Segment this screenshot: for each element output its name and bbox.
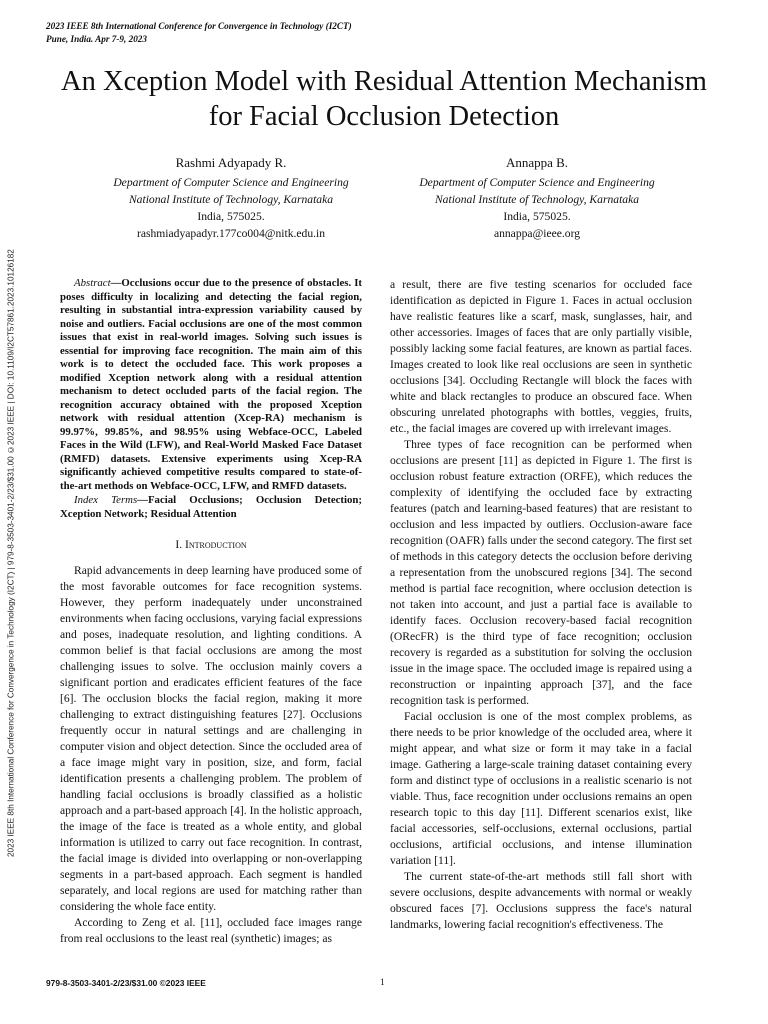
paper-title: An Xception Model with Residual Attention Mechanism for Facial Occlusion Detection bbox=[61, 66, 707, 132]
abstract bbox=[60, 277, 362, 493]
conference-header bbox=[46, 20, 352, 46]
paragraph: Three types of face recognition can be performed when occlusions are present [11] as depicted in Figure 1. The first is occlusion robust feature extraction (ORFE), which reduces the complexity of identifying the occluded face by extracting features (patch and learning-based features) that are resistant to occlusion and less impacted by outliers. Occlusion-aware face recognition (OAFR) falls under the second category. The first set of methods in this category detects the occlusion before deriving a representation from the unobscured regions [34]. The second method is partial face recognition, where occlusion detection is not taken into account, and just a partial face is available to identify faces. Occlusion recovery-based facial recognition (ORecFR) is the third type of face recognition; occlusion recovery is regarded as a substitution for solving the occlusion issue in the image space. The occluded image is repaired using a reconstruction or inpainting approach [37], and the face recognition task is performed. bbox=[390, 438, 692, 707]
abstract-label: Abstract bbox=[74, 277, 111, 289]
conference-location: Pune, India. Apr 7-9, 2023 bbox=[46, 34, 147, 44]
footer-isbn: 979-8-3503-3401-2/23/$31.00 ©2023 IEEE bbox=[46, 978, 206, 988]
section-heading-introduction: I. Introduction bbox=[175, 538, 247, 551]
author-location: India, 575025. bbox=[503, 210, 571, 223]
author-block-2 bbox=[372, 154, 702, 242]
paragraph: Facial occlusion is one of the most complex problems, as there needs to be prior knowledge of the occluded area, where it might appear, and what size or form it may take in a facial image. Gathering a large-scale training dataset containing every form and distinct type of occlusions in a realistic scenario is not viable. Thus, face recognition under occlusions remains an open research topic to this day [11]. Different scenarios exist, like facial accessories, self-occlusions, external occlusions, partial occlusions, artificial occlusions, and intense illumination variation [11]. bbox=[390, 710, 692, 867]
author-email: annappa@ieee.org bbox=[493, 227, 581, 240]
author-department: Department of Computer Science and Engineering bbox=[113, 176, 349, 189]
author-name: Annappa B. bbox=[505, 155, 569, 170]
author-email: rashmiadyapadyr.177co004@nitk.edu.in bbox=[136, 227, 326, 240]
author-department: Department of Computer Science and Engineering bbox=[419, 176, 655, 189]
paragraph: a result, there are five testing scenarios for occluded face identification as depicted in Figure 1. Faces in actual occlusion have realistic features like a scarf, mask, sunglasses, hair, and other accessories. Images of faces that are only partially visible, possibly lacking some facial features, are known as partial faces. Images created to look like real occlusions are seen in synthetic occlusions [34]. Occluding Rectangle will block the faces with white and black rectangles to produce an obscured face. When obscuring unrelated photographs with bottles, veggies, fruits, etc., the facial images are covered up with irrelevant images. bbox=[390, 278, 692, 435]
page-number: 1 bbox=[380, 978, 385, 988]
left-column bbox=[60, 277, 362, 947]
abstract-text: —Occlusions occur due to the presence of obstacles. It poses difficulty in localizing and detecting the facial region, resulting in substantial intra-expression variability caused by noise and outliers. Facial occlusions are one of the most common issues that exist in real-world images. Solving such issues is essential for improving face recognition. The main aim of this work is to detect the occluded face. This work proposes a modified Xception network along with a residual attention mechanism to detect occluded parts of the facial region. The recognition accuracy obtained with the proposed Xception network with residual attention (Xcep-RA) mechanism is 99.97%, 99.85%, and 98.95% using Webface-OCC, Labeled Faces in the Wild (LFW), and Real-World Masked Face Dataset (RMFD) datasets. Extensive experiments using Xcep-RA significantly achieved competitive results compared to state-of-the-art methods on Webface-OCC, LFW, and RMFD datasets. bbox=[60, 277, 362, 492]
author-location: India, 575025. bbox=[197, 210, 265, 223]
author-institution: National Institute of Technology, Karnataka bbox=[434, 193, 640, 206]
paragraph: The current state-of-the-art methods still fall short with severe occlusions, despite advancements with normal or weakly obscured faces [7]. Occlusions suppress the face's natural landmarks, lowering facial recognition's effectiveness. The bbox=[390, 870, 692, 931]
paragraph: Rapid advancements in deep learning have produced some of the most favorable outcomes for face recognition systems. However, they perform inadequately under unconstrained environments when facing occlusions, varying facial expressions and poses, inadequate resolution, and lighting conditions. A common belief is that facial occlusions are among the most challenging issues to solve. The occlusion mainly covers a significant portion and eradicates efficient features of the face [6]. The occlusion blocks the facial region, making it more challenging to extract distinguishing features [27]. Occlusions frequently occur in natural settings and are challenging in computer vision and object detection. Since the occluded area of a face image might vary in position, size, and form, facial identification presents a challenging problem. The problem of handling facial occlusions is broadly classified as a holistic approach and a part-based approach [4]. In the holistic approach, the image of the face is treated as a whole entity, and global information is utilized to carry out face recognition. In contrast, the facial image is divided into overlapping or non-overlapping segments in a part-based approach. Each segment is handled separately, and local regions are used for matching rather than considering the whole face entity. bbox=[60, 564, 362, 913]
index-terms-label: Index Terms bbox=[74, 494, 138, 506]
author-block-1 bbox=[66, 154, 396, 242]
side-doi-note: 2023 IEEE 8th International Conference for Convergence in Technology (I2CT) | 979-8-3503-3401-2/23/$31.00 ©2023 IEEE | DOI: 10.1109/I2CT57861.2023.10126182 bbox=[6, 249, 16, 857]
right-column bbox=[390, 277, 692, 933]
index-terms bbox=[60, 494, 362, 521]
index-terms-text: —Facial Occlusions; Occlusion Detection; Xception Network; Residual Attention bbox=[60, 494, 362, 520]
paragraph: According to Zeng et al. [11], occluded face images range from real occlusions to the least real (synthetic) images; as bbox=[60, 916, 362, 945]
conference-name: 2023 IEEE 8th International Conference for Convergence in Technology (I2CT) bbox=[46, 21, 352, 31]
author-name: Rashmi Adyapady R. bbox=[175, 155, 287, 170]
author-institution: National Institute of Technology, Karnataka bbox=[128, 193, 334, 206]
